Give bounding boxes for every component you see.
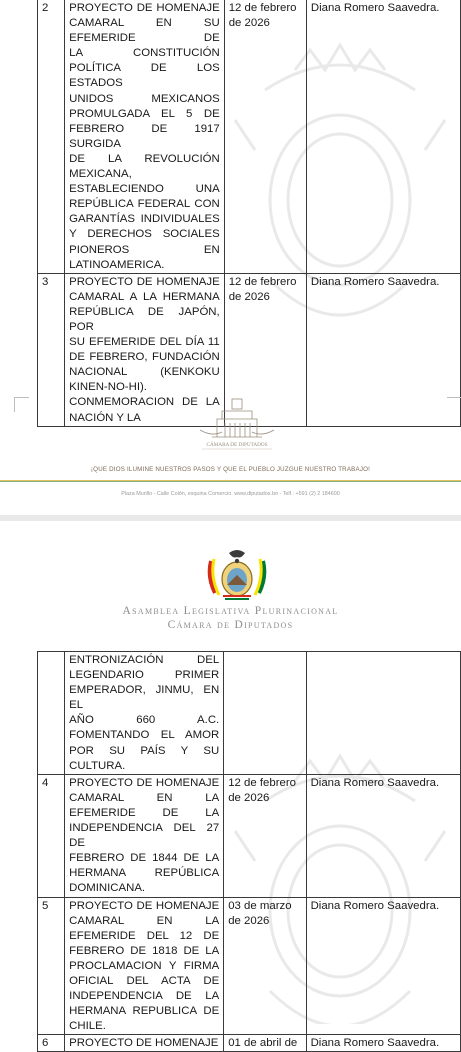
header-institution-title bbox=[0, 604, 461, 632]
row-description bbox=[65, 652, 224, 775]
description-line: EFEMERIDE DE bbox=[69, 32, 220, 45]
description-line: KINEN-NO-HI). bbox=[69, 381, 147, 394]
description-line: INDEPENDENCIA DE LA bbox=[69, 990, 220, 1003]
document-page-1 bbox=[0, 0, 461, 515]
crop-mark-right bbox=[447, 397, 461, 412]
description-line: PROYECTO DE HOMENAJE bbox=[69, 2, 220, 14]
description-line: INDEPENDENCIA DEL 27 DE bbox=[69, 822, 220, 850]
description-line: EMPERADOR, JINMU, EN EL bbox=[69, 684, 220, 712]
chamber-seal-logo bbox=[192, 397, 282, 455]
description-line: CAMARAL A LA HERMANA bbox=[69, 290, 220, 303]
row-date: 01 de abril de bbox=[224, 1035, 306, 1052]
table-row bbox=[38, 1035, 461, 1052]
row-date: 12 de febrero de 2026 bbox=[224, 0, 306, 273]
resolutions-table-page-2 bbox=[37, 651, 461, 1052]
description-line: CAMARAL EN LA bbox=[69, 791, 220, 804]
header-title-line-2: Cámara de Diputados bbox=[167, 619, 294, 631]
row-date bbox=[224, 652, 306, 775]
row-number bbox=[38, 652, 65, 775]
description-line: HERMANA REPUBLICA DE bbox=[69, 1005, 220, 1018]
row-date: 12 de febrero de 2026 bbox=[224, 273, 306, 426]
description-line: PROYECTO DE HOMENAJE bbox=[69, 776, 220, 789]
description-line: LA CONSTITUCIÓN bbox=[69, 47, 220, 60]
description-line: REPÚBLICA FEDERAL CON bbox=[69, 198, 220, 211]
description-line: ESTABLECIENDO UNA bbox=[69, 183, 220, 196]
description-line: CHILE. bbox=[69, 1020, 106, 1033]
row-author: Diana Romero Saavedra. bbox=[306, 1035, 460, 1052]
table-row bbox=[38, 774, 461, 897]
row-number: 2 bbox=[38, 0, 65, 273]
description-line: ENTRONIZACIÓN DEL bbox=[69, 654, 220, 666]
description-line: FEBRERO DE 1844 DE LA bbox=[69, 852, 220, 865]
row-author: Diana Romero Saavedra. bbox=[306, 0, 460, 273]
row-number: 5 bbox=[38, 897, 65, 1035]
description-line: PROCLAMACION Y FIRMA bbox=[69, 959, 220, 972]
description-line: CAMARAL EN LA bbox=[69, 914, 220, 927]
description-line: Y DERECHOS SOCIALES bbox=[69, 228, 220, 241]
description-line: NACIÓN Y LA bbox=[69, 411, 141, 424]
row-number: 4 bbox=[38, 774, 65, 897]
chamber-seal-text: CÁMARA DE DIPUTADOS bbox=[206, 442, 268, 448]
row-description bbox=[65, 897, 224, 1035]
description-line: UNIDOS MEXICANOS bbox=[69, 92, 220, 105]
row-author: Diana Romero Saavedra. bbox=[306, 774, 460, 897]
table-row bbox=[38, 897, 461, 1035]
description-line: POR SU PAÍS Y SU bbox=[69, 744, 220, 757]
description-line: CAMARAL EN SU bbox=[69, 17, 220, 30]
description-line: LATINOAMERICA. bbox=[69, 258, 165, 271]
row-author: Diana Romero Saavedra. bbox=[306, 897, 460, 1035]
description-line: FEBRERO DE 1917 SURGIDA bbox=[69, 122, 220, 150]
description-line: MEXICANA, bbox=[69, 168, 132, 181]
description-line: PROMULGADA EL 5 DE bbox=[69, 107, 220, 120]
row-date: 12 de febrero de 2026 bbox=[224, 774, 306, 897]
row-number: 6 bbox=[38, 1035, 65, 1052]
description-line: CONMEMORACION DE LA bbox=[69, 396, 220, 409]
resolutions-table-page-1 bbox=[37, 0, 461, 427]
row-date: 03 de marzo de 2026 bbox=[224, 897, 306, 1035]
description-line: GARANTÍAS INDIVIDUALES bbox=[69, 213, 220, 226]
description-line: DOMINICANA. bbox=[69, 882, 146, 895]
description-line: PROYECTO DE HOMENAJE bbox=[69, 899, 220, 912]
description-line: POLÍTICA DE LOS ESTADOS bbox=[69, 62, 220, 90]
description-line: REPÚBLICA DE JAPÓN, POR bbox=[69, 305, 220, 333]
row-description bbox=[65, 1035, 224, 1052]
flag-color-band bbox=[0, 480, 461, 482]
description-line: FEBRERO DE 1818 DE LA bbox=[69, 944, 220, 957]
footer-address: Plaza Murillo - Calle Colón, esquina Comercio. www.diputados.bo - Telf.: +591 (2) 2 184600 bbox=[121, 491, 340, 497]
row-description bbox=[65, 0, 225, 273]
row-description bbox=[65, 774, 224, 897]
description-line: AÑO 660 A.C. bbox=[69, 714, 220, 727]
footer-motto: ¡QUE DIOS ILUMINE NUESTROS PASOS Y QUE EL PUEBLO JUZGUE NUESTRO TRABAJO! bbox=[90, 466, 371, 473]
description-line: CULTURA. bbox=[69, 759, 126, 772]
description-line: DE LA REVOLUCIÓN bbox=[69, 152, 220, 165]
table-row bbox=[38, 0, 461, 273]
description-line: HERMANA REPÚBLICA bbox=[69, 867, 220, 880]
table-row bbox=[38, 652, 461, 775]
description-line: PROYECTO DE HOMENAJE bbox=[69, 275, 220, 288]
description-line: EFEMERIDE DE LA bbox=[69, 806, 220, 819]
row-author: Diana Romero Saavedra. bbox=[306, 273, 460, 426]
row-number: 3 bbox=[38, 273, 65, 426]
description-line: PROYECTO DE HOMENAJE bbox=[69, 1037, 219, 1050]
header-title-line-1: Asamblea Legislativa Plurinacional bbox=[122, 605, 339, 617]
description-line: NACIONAL (KENKOKU bbox=[69, 366, 220, 379]
description-line: DE FEBRERO, FUNDACIÓN bbox=[69, 351, 220, 364]
description-line: FOMENTANDO EL AMOR bbox=[69, 729, 220, 742]
crop-mark-left bbox=[14, 397, 29, 412]
description-line: LEGENDARIO PRIMER bbox=[69, 669, 220, 682]
description-line: PIONEROS EN bbox=[69, 243, 220, 256]
description-line: SU EFEMERIDE DEL DÍA 11 bbox=[69, 336, 220, 349]
row-author bbox=[306, 652, 460, 775]
bolivia-coat-of-arms-icon bbox=[205, 547, 269, 603]
description-line: OFICIAL DEL ACTA DE bbox=[69, 974, 220, 987]
description-line: EFEMERIDE DEL 12 DE bbox=[69, 929, 220, 942]
